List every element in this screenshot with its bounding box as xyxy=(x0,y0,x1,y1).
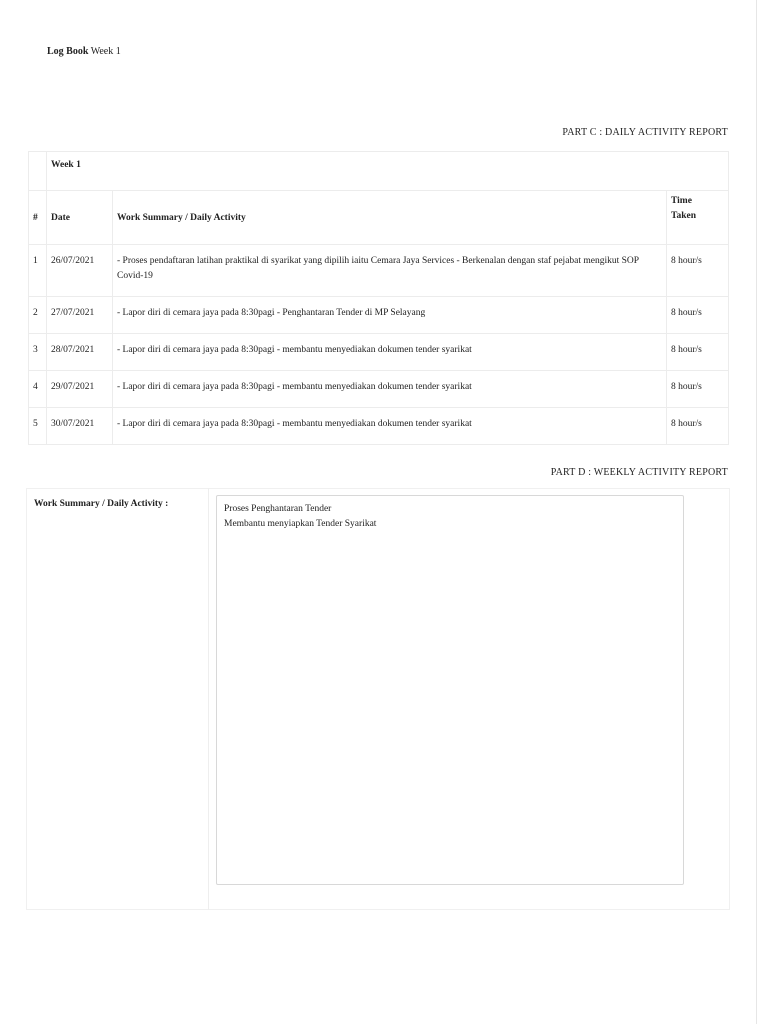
table-row xyxy=(29,297,729,334)
header-title-week: Week 1 xyxy=(88,46,121,57)
column-header-date: Date xyxy=(47,191,113,245)
weekly-summary-line: Proses Penghantaran Tender xyxy=(224,504,332,514)
row-date: 26/07/2021 xyxy=(47,245,113,297)
part-d-title: PART D : WEEKLY ACTIVITY REPORT xyxy=(550,467,728,478)
row-date: 28/07/2021 xyxy=(47,334,113,371)
daily-activity-table xyxy=(28,151,729,445)
row-summary: - Proses pendaftaran latihan praktikal di syarikat yang dipilih iaitu Cemara Jaya Services - Berkenalan dengan staf pejabat mengikut SOP Covid-19 xyxy=(113,245,667,297)
page-edge xyxy=(756,0,757,1024)
row-date: 27/07/2021 xyxy=(47,297,113,334)
row-num: 2 xyxy=(29,297,47,334)
row-summary: - Lapor diri di cemara jaya pada 8:30pagi - membantu menyediakan dokumen tender syarikat xyxy=(113,408,667,445)
column-header-time-line2: Taken xyxy=(671,211,696,221)
row-date: 30/07/2021 xyxy=(47,408,113,445)
column-header-time-line1: Time xyxy=(671,196,692,206)
row-num: 5 xyxy=(29,408,47,445)
row-time: 8 hour/s xyxy=(667,408,729,445)
row-summary: - Lapor diri di cemara jaya pada 8:30pagi - membantu menyediakan dokumen tender syarikat xyxy=(113,371,667,408)
row-time: 8 hour/s xyxy=(667,245,729,297)
weekly-summary-box xyxy=(216,495,684,885)
part-c-title: PART C : DAILY ACTIVITY REPORT xyxy=(562,127,728,138)
row-summary: - Lapor diri di cemara jaya pada 8:30pagi - membantu menyediakan dokumen tender syarikat xyxy=(113,334,667,371)
table-row xyxy=(29,371,729,408)
row-time: 8 hour/s xyxy=(667,297,729,334)
row-num: 1 xyxy=(29,245,47,297)
row-date: 29/07/2021 xyxy=(47,371,113,408)
week-row xyxy=(29,152,729,191)
column-header-time xyxy=(667,191,729,245)
table-header-row xyxy=(29,191,729,245)
row-time: 8 hour/s xyxy=(667,371,729,408)
week-label: Week 1 xyxy=(47,152,729,191)
column-header-summary: Work Summary / Daily Activity xyxy=(113,191,667,245)
page-header xyxy=(47,46,121,57)
table-row xyxy=(29,334,729,371)
column-header-num: # xyxy=(29,191,47,245)
weekly-divider xyxy=(208,488,209,910)
table-row xyxy=(29,408,729,445)
table-row xyxy=(29,245,729,297)
row-time: 8 hour/s xyxy=(667,334,729,371)
row-summary: - Lapor diri di cemara jaya pada 8:30pagi - Penghantaran Tender di MP Selayang xyxy=(113,297,667,334)
weekly-summary-line: Membantu menyiapkan Tender Syarikat xyxy=(224,519,377,529)
weekly-summary-label: Work Summary / Daily Activity : xyxy=(34,499,169,509)
row-num: 4 xyxy=(29,371,47,408)
header-title-bold: Log Book xyxy=(47,46,89,57)
row-num: 3 xyxy=(29,334,47,371)
